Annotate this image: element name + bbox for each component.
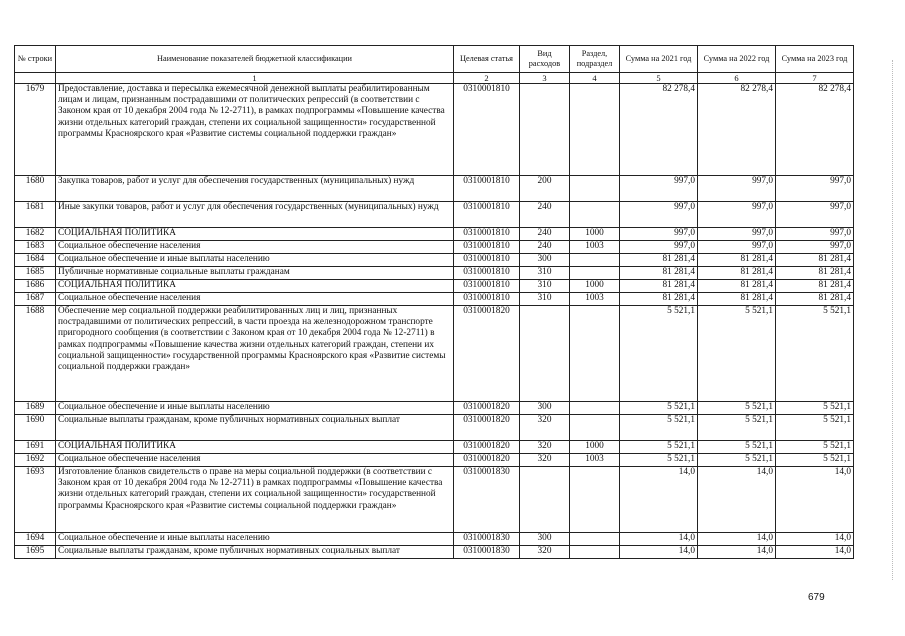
expense-type — [520, 84, 570, 176]
section-subsection: 1000 — [570, 280, 620, 293]
section-subsection: 1003 — [570, 241, 620, 254]
section-subsection — [570, 84, 620, 176]
section-subsection — [570, 176, 620, 202]
target-article: 0310001820 — [454, 415, 520, 441]
table-row — [15, 176, 854, 202]
sum-2021: 14,0 — [620, 467, 698, 533]
sum-2022: 5 521,1 — [698, 454, 776, 467]
row-number: 1681 — [15, 202, 56, 228]
row-number: 1688 — [15, 306, 56, 402]
section-subsection — [570, 467, 620, 533]
sum-2021: 81 281,4 — [620, 254, 698, 267]
sum-2022: 997,0 — [698, 228, 776, 241]
sum-2021: 5 521,1 — [620, 306, 698, 402]
row-number: 1695 — [15, 546, 56, 559]
expense-type: 320 — [520, 415, 570, 441]
sum-2023: 14,0 — [776, 546, 854, 559]
sum-2021: 81 281,4 — [620, 267, 698, 280]
sum-2021: 997,0 — [620, 241, 698, 254]
indicator-name: Иные закупки товаров, работ и услуг для обеспечения государственных (муниципальных) нужд — [56, 202, 454, 228]
sum-2022: 81 281,4 — [698, 267, 776, 280]
column-number: 3 — [520, 73, 570, 84]
section-subsection — [570, 533, 620, 546]
header-sum-2022: Сумма на 2022 год — [698, 46, 776, 73]
expense-type: 200 — [520, 176, 570, 202]
sum-2022: 997,0 — [698, 241, 776, 254]
sum-2023: 81 281,4 — [776, 254, 854, 267]
indicator-name: Обеспечение мер социальной поддержки реабилитированных лиц и лиц, признанных пострадавшими от политических репрессий, в части проезда на железнодорожном транспорте пригородного сообщения (в соответствии с Законом края от 10 декабря 2004 года № 12-2711) в рамках подпрограммы «Повышение качества жизни отдельных категорий граждан, степени их социальной защищенности» государственной программы Красноярского края «Развитие системы социальной поддержки граждан» — [56, 306, 454, 402]
indicator-name: Закупка товаров, работ и услуг для обеспечения государственных (муниципальных) нужд — [56, 176, 454, 202]
budget-sheet — [14, 45, 854, 559]
target-article: 0310001810 — [454, 267, 520, 280]
header-sum-2023: Сумма на 2023 год — [776, 46, 854, 73]
target-article: 0310001810 — [454, 293, 520, 306]
indicator-name: Социальное обеспечение населения — [56, 241, 454, 254]
expense-type — [520, 467, 570, 533]
table-row — [15, 546, 854, 559]
column-number: 5 — [620, 73, 698, 84]
page-number: 679 — [808, 592, 825, 603]
sum-2021: 5 521,1 — [620, 454, 698, 467]
expense-type: 320 — [520, 441, 570, 454]
target-article: 0310001810 — [454, 202, 520, 228]
section-subsection — [570, 306, 620, 402]
header-sum-2021: Сумма на 2021 год — [620, 46, 698, 73]
indicator-name: Социальное обеспечение населения — [56, 454, 454, 467]
section-subsection — [570, 202, 620, 228]
row-number: 1685 — [15, 267, 56, 280]
sum-2023: 5 521,1 — [776, 402, 854, 415]
expense-type: 310 — [520, 267, 570, 280]
row-number: 1682 — [15, 228, 56, 241]
table-row — [15, 280, 854, 293]
sum-2022: 997,0 — [698, 176, 776, 202]
indicator-name: Социальные выплаты гражданам, кроме публичных нормативных социальных выплат — [56, 546, 454, 559]
sum-2021: 5 521,1 — [620, 402, 698, 415]
column-number: 4 — [570, 73, 620, 84]
expense-type: 240 — [520, 228, 570, 241]
section-subsection — [570, 402, 620, 415]
sum-2023: 81 281,4 — [776, 267, 854, 280]
expense-type — [520, 306, 570, 402]
table-row — [15, 84, 854, 176]
row-number: 1686 — [15, 280, 56, 293]
section-subsection — [570, 254, 620, 267]
target-article: 0310001820 — [454, 454, 520, 467]
target-article: 0310001810 — [454, 241, 520, 254]
header-row-no: № строки — [15, 46, 56, 73]
table-row — [15, 293, 854, 306]
target-article: 0310001810 — [454, 228, 520, 241]
sum-2022: 14,0 — [698, 467, 776, 533]
target-article: 0310001820 — [454, 441, 520, 454]
row-number: 1680 — [15, 176, 56, 202]
column-number: 6 — [698, 73, 776, 84]
row-number: 1684 — [15, 254, 56, 267]
row-number: 1689 — [15, 402, 56, 415]
sum-2022: 5 521,1 — [698, 415, 776, 441]
table-row — [15, 467, 854, 533]
sum-2022: 81 281,4 — [698, 254, 776, 267]
column-number-empty — [15, 73, 56, 84]
header-name: Наименование показателей бюджетной классификации — [56, 46, 454, 73]
sum-2022: 5 521,1 — [698, 441, 776, 454]
table-row — [15, 267, 854, 280]
table-row — [15, 441, 854, 454]
sum-2021: 14,0 — [620, 546, 698, 559]
sum-2021: 5 521,1 — [620, 415, 698, 441]
section-subsection — [570, 546, 620, 559]
sum-2023: 5 521,1 — [776, 415, 854, 441]
section-subsection — [570, 267, 620, 280]
sum-2022: 997,0 — [698, 202, 776, 228]
expense-type: 300 — [520, 402, 570, 415]
indicator-name: Изготовление бланков свидетельств о праве на меры социальной поддержки (в соответствии с Законом края от 10 декабря 2004 года № 12-2711) в рамках подпрограммы «Повышение качества жизни отдельных категорий граждан, степени их социальной защищенности» государственной программы Красноярского края «Развитие системы социальной поддержки граждан» — [56, 467, 454, 533]
target-article: 0310001820 — [454, 306, 520, 402]
row-number: 1683 — [15, 241, 56, 254]
expense-type: 310 — [520, 280, 570, 293]
sum-2023: 997,0 — [776, 176, 854, 202]
column-number: 2 — [454, 73, 520, 84]
column-number: 1 — [56, 73, 454, 84]
indicator-name: Социальные выплаты гражданам, кроме публичных нормативных социальных выплат — [56, 415, 454, 441]
target-article: 0310001810 — [454, 280, 520, 293]
indicator-name: СОЦИАЛЬНАЯ ПОЛИТИКА — [56, 228, 454, 241]
section-subsection: 1000 — [570, 441, 620, 454]
table-row — [15, 454, 854, 467]
expense-type: 240 — [520, 241, 570, 254]
sum-2022: 81 281,4 — [698, 293, 776, 306]
indicator-name: СОЦИАЛЬНАЯ ПОЛИТИКА — [56, 441, 454, 454]
sum-2021: 81 281,4 — [620, 293, 698, 306]
table-row — [15, 241, 854, 254]
sum-2022: 5 521,1 — [698, 402, 776, 415]
target-article: 0310001830 — [454, 467, 520, 533]
sum-2022: 5 521,1 — [698, 306, 776, 402]
header-razdel: Раздел, подраздел — [570, 46, 620, 73]
indicator-name: СОЦИАЛЬНАЯ ПОЛИТИКА — [56, 280, 454, 293]
table-row — [15, 306, 854, 402]
sum-2022: 14,0 — [698, 533, 776, 546]
budget-table — [14, 45, 854, 559]
expense-type: 320 — [520, 454, 570, 467]
sum-2023: 14,0 — [776, 467, 854, 533]
target-article: 0310001830 — [454, 546, 520, 559]
expense-type: 300 — [520, 254, 570, 267]
row-number: 1690 — [15, 415, 56, 441]
sum-2023: 997,0 — [776, 228, 854, 241]
sum-2021: 5 521,1 — [620, 441, 698, 454]
target-article: 0310001810 — [454, 254, 520, 267]
sum-2023: 81 281,4 — [776, 280, 854, 293]
section-subsection: 1003 — [570, 293, 620, 306]
table-row — [15, 202, 854, 228]
row-number: 1694 — [15, 533, 56, 546]
target-article: 0310001810 — [454, 176, 520, 202]
scan-edge-line — [892, 60, 893, 580]
section-subsection: 1003 — [570, 454, 620, 467]
target-article: 0310001820 — [454, 402, 520, 415]
table-row — [15, 228, 854, 241]
sum-2021: 997,0 — [620, 202, 698, 228]
expense-type: 310 — [520, 293, 570, 306]
table-row — [15, 402, 854, 415]
sum-2023: 81 281,4 — [776, 293, 854, 306]
row-number: 1691 — [15, 441, 56, 454]
budget-table-body — [15, 84, 854, 559]
section-subsection — [570, 415, 620, 441]
expense-type: 300 — [520, 533, 570, 546]
row-number: 1693 — [15, 467, 56, 533]
header-row — [15, 46, 854, 73]
expense-type: 320 — [520, 546, 570, 559]
sum-2023: 82 278,4 — [776, 84, 854, 176]
sum-2023: 14,0 — [776, 533, 854, 546]
sum-2023: 5 521,1 — [776, 441, 854, 454]
row-number: 1692 — [15, 454, 56, 467]
table-row — [15, 415, 854, 441]
indicator-name: Социальное обеспечение и иные выплаты населению — [56, 533, 454, 546]
target-article: 0310001830 — [454, 533, 520, 546]
indicator-name: Публичные нормативные социальные выплаты гражданам — [56, 267, 454, 280]
sum-2022: 81 281,4 — [698, 280, 776, 293]
sum-2023: 5 521,1 — [776, 454, 854, 467]
table-row — [15, 254, 854, 267]
table-row — [15, 533, 854, 546]
sum-2021: 82 278,4 — [620, 84, 698, 176]
section-subsection: 1000 — [570, 228, 620, 241]
column-number: 7 — [776, 73, 854, 84]
row-number: 1687 — [15, 293, 56, 306]
indicator-name: Социальное обеспечение и иные выплаты населению — [56, 402, 454, 415]
column-number-row — [15, 73, 854, 84]
indicator-name: Предоставление, доставка и пересылка ежемесячной денежной выплаты реабилитированным лицам и лицам, признанным пострадавшими от политических репрессий (в соответствии с Законом края от 10 декабря 2004 года № 12-2711), в рамках подпрограммы «Повышение качества жизни отдельных категорий граждан, степени их социальной защищенности» государственной программы Красноярского края «Развитие системы социальной поддержки граждан» — [56, 84, 454, 176]
expense-type: 240 — [520, 202, 570, 228]
sum-2023: 997,0 — [776, 241, 854, 254]
header-vid: Вид расходов — [520, 46, 570, 73]
sum-2023: 5 521,1 — [776, 306, 854, 402]
sum-2021: 81 281,4 — [620, 280, 698, 293]
sum-2022: 82 278,4 — [698, 84, 776, 176]
indicator-name: Социальное обеспечение и иные выплаты населению — [56, 254, 454, 267]
sum-2021: 14,0 — [620, 533, 698, 546]
row-number: 1679 — [15, 84, 56, 176]
indicator-name: Социальное обеспечение населения — [56, 293, 454, 306]
sum-2022: 14,0 — [698, 546, 776, 559]
header-code: Целевая статья — [454, 46, 520, 73]
sum-2023: 997,0 — [776, 202, 854, 228]
sum-2021: 997,0 — [620, 228, 698, 241]
sum-2021: 997,0 — [620, 176, 698, 202]
target-article: 0310001810 — [454, 84, 520, 176]
